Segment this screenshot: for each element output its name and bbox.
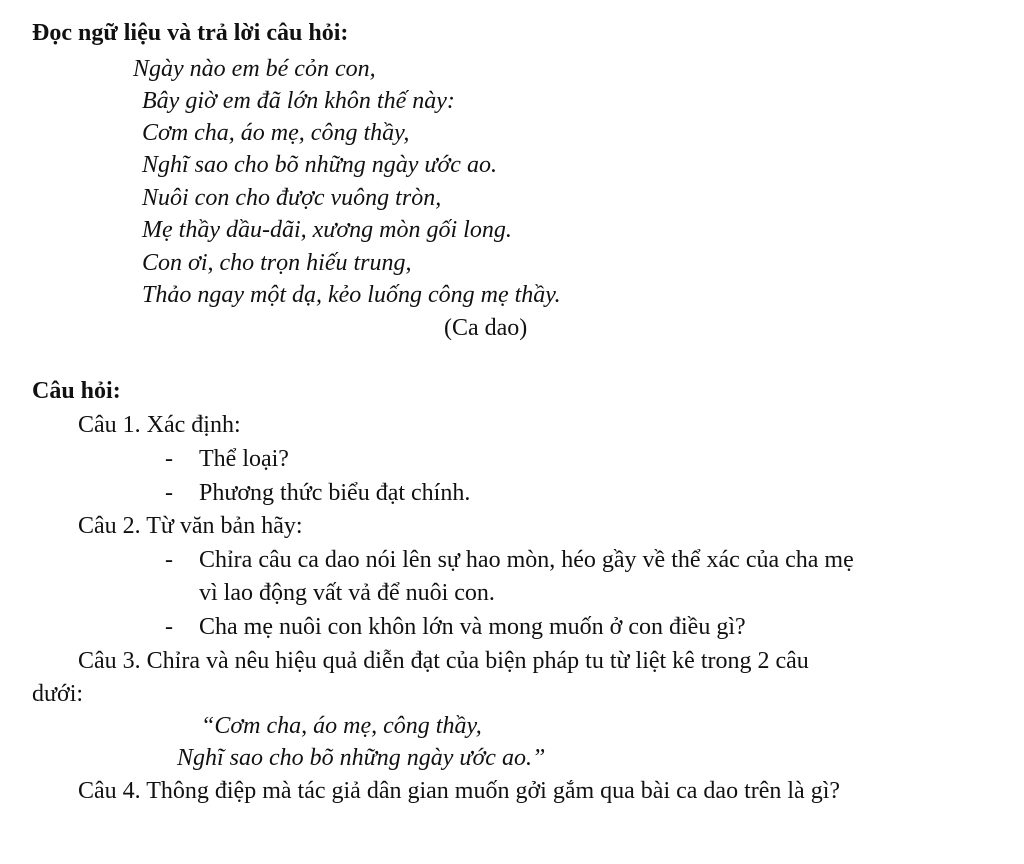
question-1-title: Câu 1. Xác định: (78, 412, 241, 438)
question-2-title: Câu 2. Từ văn bản hãy: (78, 513, 303, 539)
poem-line-2: Bây giờ em đã lớn khôn thế này: (142, 88, 455, 114)
poem-line-6: Mẹ thầy dầu-dãi, xương mòn gối long. (142, 217, 512, 243)
poem-line-5: Nuôi con cho được vuông tròn, (142, 185, 442, 211)
bullet-dash: - (165, 614, 173, 640)
question-1-bullet-1: Thể loại? (199, 446, 289, 472)
reading-heading: Đọc ngữ liệu và trả lời câu hỏi: (32, 20, 349, 46)
question-2-bullet-1-line-2: vì lao động vất vả để nuôi con. (199, 580, 495, 606)
bullet-dash: - (165, 480, 173, 506)
question-3-line-2: dưới: (32, 681, 84, 707)
poem-source: (Ca dao) (444, 315, 528, 341)
question-2-bullet-1-line-1: Chỉra câu ca dao nói lên sự hao mòn, héo gầy về thể xác của cha mẹ (199, 547, 854, 573)
poem-line-3: Cơm cha, áo mẹ, công thầy, (142, 120, 410, 146)
poem-line-7: Con ơi, cho trọn hiếu trung, (142, 250, 412, 276)
question-3-quote-line-1: “Cơm cha, áo mẹ, công thầy, (201, 713, 482, 739)
questions-heading: Câu hỏi: (32, 378, 121, 404)
question-1-bullet-2: Phương thức biểu đạt chính. (199, 480, 471, 506)
poem-line-8: Thảo ngay một dạ, kẻo luống công mẹ thầy. (142, 282, 561, 308)
question-3-line-1: Câu 3. Chỉra và nêu hiệu quả diễn đạt của biện pháp tu từ liệt kê trong 2 câu (78, 648, 809, 674)
question-2-bullet-2: Cha mẹ nuôi con khôn lớn và mong muốn ở con điều gì? (199, 614, 746, 640)
question-3-quote-line-2: Nghĩ sao cho bõ những ngày ước ao.” (177, 745, 546, 771)
bullet-dash: - (165, 547, 173, 573)
question-4: Câu 4. Thông điệp mà tác giả dân gian muốn gởi gắm qua bài ca dao trên là gì? (78, 778, 841, 804)
bullet-dash: - (165, 446, 173, 472)
poem-line-1: Ngày nào em bé cỏn con, (133, 56, 376, 82)
poem-line-4: Nghĩ sao cho bõ những ngày ước ao. (142, 152, 497, 178)
